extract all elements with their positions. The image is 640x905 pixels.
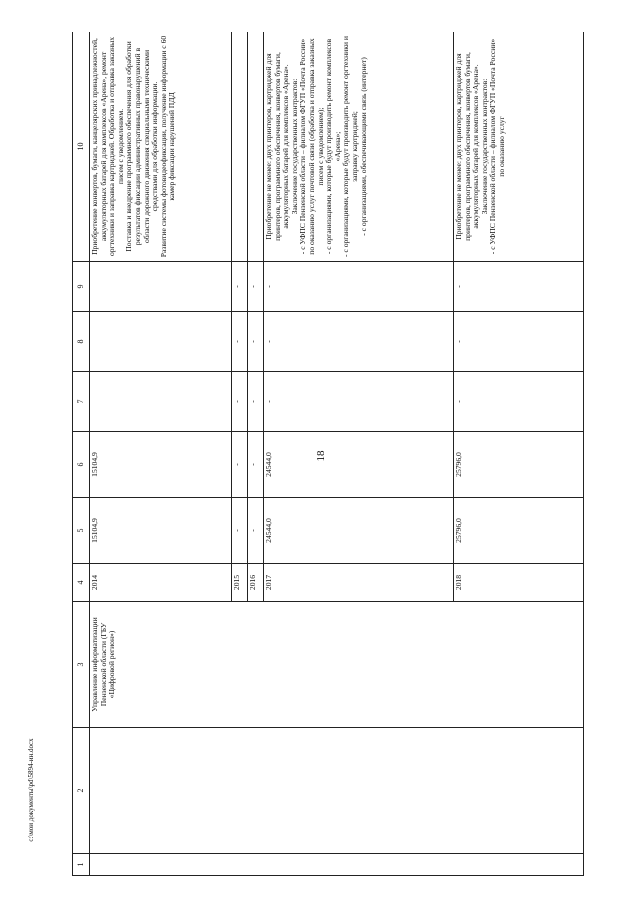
header-col-5: 5: [73, 498, 90, 564]
header-col-3: 3: [73, 602, 90, 728]
header-col-4: 4: [73, 564, 90, 602]
header-col-1: 1: [73, 854, 90, 876]
dash-col-7: -: [232, 372, 248, 432]
cell-col-9: [90, 262, 232, 312]
org-name-cell: Управление информатизации Пензенской области (ГБУ «Цифровой регион»): [90, 602, 584, 728]
dash-col-5: -: [248, 498, 264, 564]
dash-col-8: -: [248, 312, 264, 372]
description-cell: Приобретение конвертов, бумаги, канцелярских принадлежностей, аккумуляторных батарей для комплексов «Арена», ремонт оргтехники и заправка картриджей. Обработка и отправка заказных писем с уведомлением. Поставка и внедрение программного обеспечения для обработки результатов фиксации административных правонарушений в области дорожного движения специальными техническими средствами для обработки информации. Развитие системы фотовидеофиксации, получение информации с 60 камер фиксации нарушений ПДД: [90, 32, 232, 262]
header-col-6: 6: [73, 432, 90, 498]
header-col-8: 8: [73, 312, 90, 372]
dash-col-6: -: [232, 432, 248, 498]
year-cell: 2015: [232, 564, 248, 602]
dash-col-5: -: [232, 498, 248, 564]
dash-col-9: -: [232, 262, 248, 312]
page-number: 18: [315, 450, 327, 462]
amount-col-6: 15104,9: [90, 432, 232, 498]
dash-col-9: -: [248, 262, 264, 312]
dash-col-7: -: [248, 372, 264, 432]
description-cell: Приобретение не менее: двух принтеров, картриджей для принтеров, программного обеспечения, конвертов бумаги, аккумуляторных батарей для комплексов «Арена». Заключение государственных контрактов: - с УФПС Пензенской области – филиалом ФГУП «Почта России» по оказанию услуг почтовой связи (обработка и отправка заказных писем с уведомлением); - с организациями, которые будут производить ремонт комплексов «Арена»; - с организациями, которые будут производить ремонт оргтехники и заправку картриджей; - с организациями, обеспечивающими связь (интернет): [264, 32, 454, 262]
description-cell: [232, 32, 248, 262]
table-viewport: [72, 32, 584, 876]
cell-col-1: [90, 854, 584, 876]
dash-col-8: -: [232, 312, 248, 372]
description-cell: [248, 32, 264, 262]
header-col-10: 10: [73, 32, 90, 262]
dash-col-9: -: [264, 262, 454, 312]
cell-col-7: [90, 372, 232, 432]
year-cell: 2016: [248, 564, 264, 602]
footer-file-path: c:\мои документы\pd\5894-ин.docx: [27, 738, 35, 842]
dash-col-8: -: [264, 312, 454, 372]
header-row: [73, 32, 90, 876]
year-cell: 2017: [264, 564, 454, 602]
amount-col-5: 24544,0: [264, 498, 454, 564]
amount-col-5: 25796,0: [454, 498, 584, 564]
rotated-table-wrapper: [72, 32, 584, 876]
amount-col-6: 24544,0: [264, 432, 454, 498]
dash-col-6: -: [248, 432, 264, 498]
dash-col-8: -: [454, 312, 584, 372]
amount-col-5: 15104,9: [90, 498, 232, 564]
header-col-9: 9: [73, 262, 90, 312]
header-col-7: 7: [73, 372, 90, 432]
description-cell: Приобретение не менее: двух принтеров, картриджей для принтеров, программного обеспечения, конвертов бумаги, аккумуляторных батарей для комплексов «Арена». Заключение государственных контрактов: - с УФПС Пензенской области – филиалом ФГУП «Почта России» по оказанию услуг: [454, 32, 584, 262]
year-cell: 2018: [454, 564, 584, 602]
header-col-2: 2: [73, 728, 90, 854]
year-cell: 2014: [90, 564, 232, 602]
dash-col-7: -: [264, 372, 454, 432]
dash-col-7: -: [454, 372, 584, 432]
cell-col-2: [90, 728, 584, 854]
amount-col-6: 25796,0: [454, 432, 584, 498]
dash-col-9: -: [454, 262, 584, 312]
table-row-2014: [90, 32, 232, 876]
budget-table: [72, 32, 584, 876]
cell-col-8: [90, 312, 232, 372]
